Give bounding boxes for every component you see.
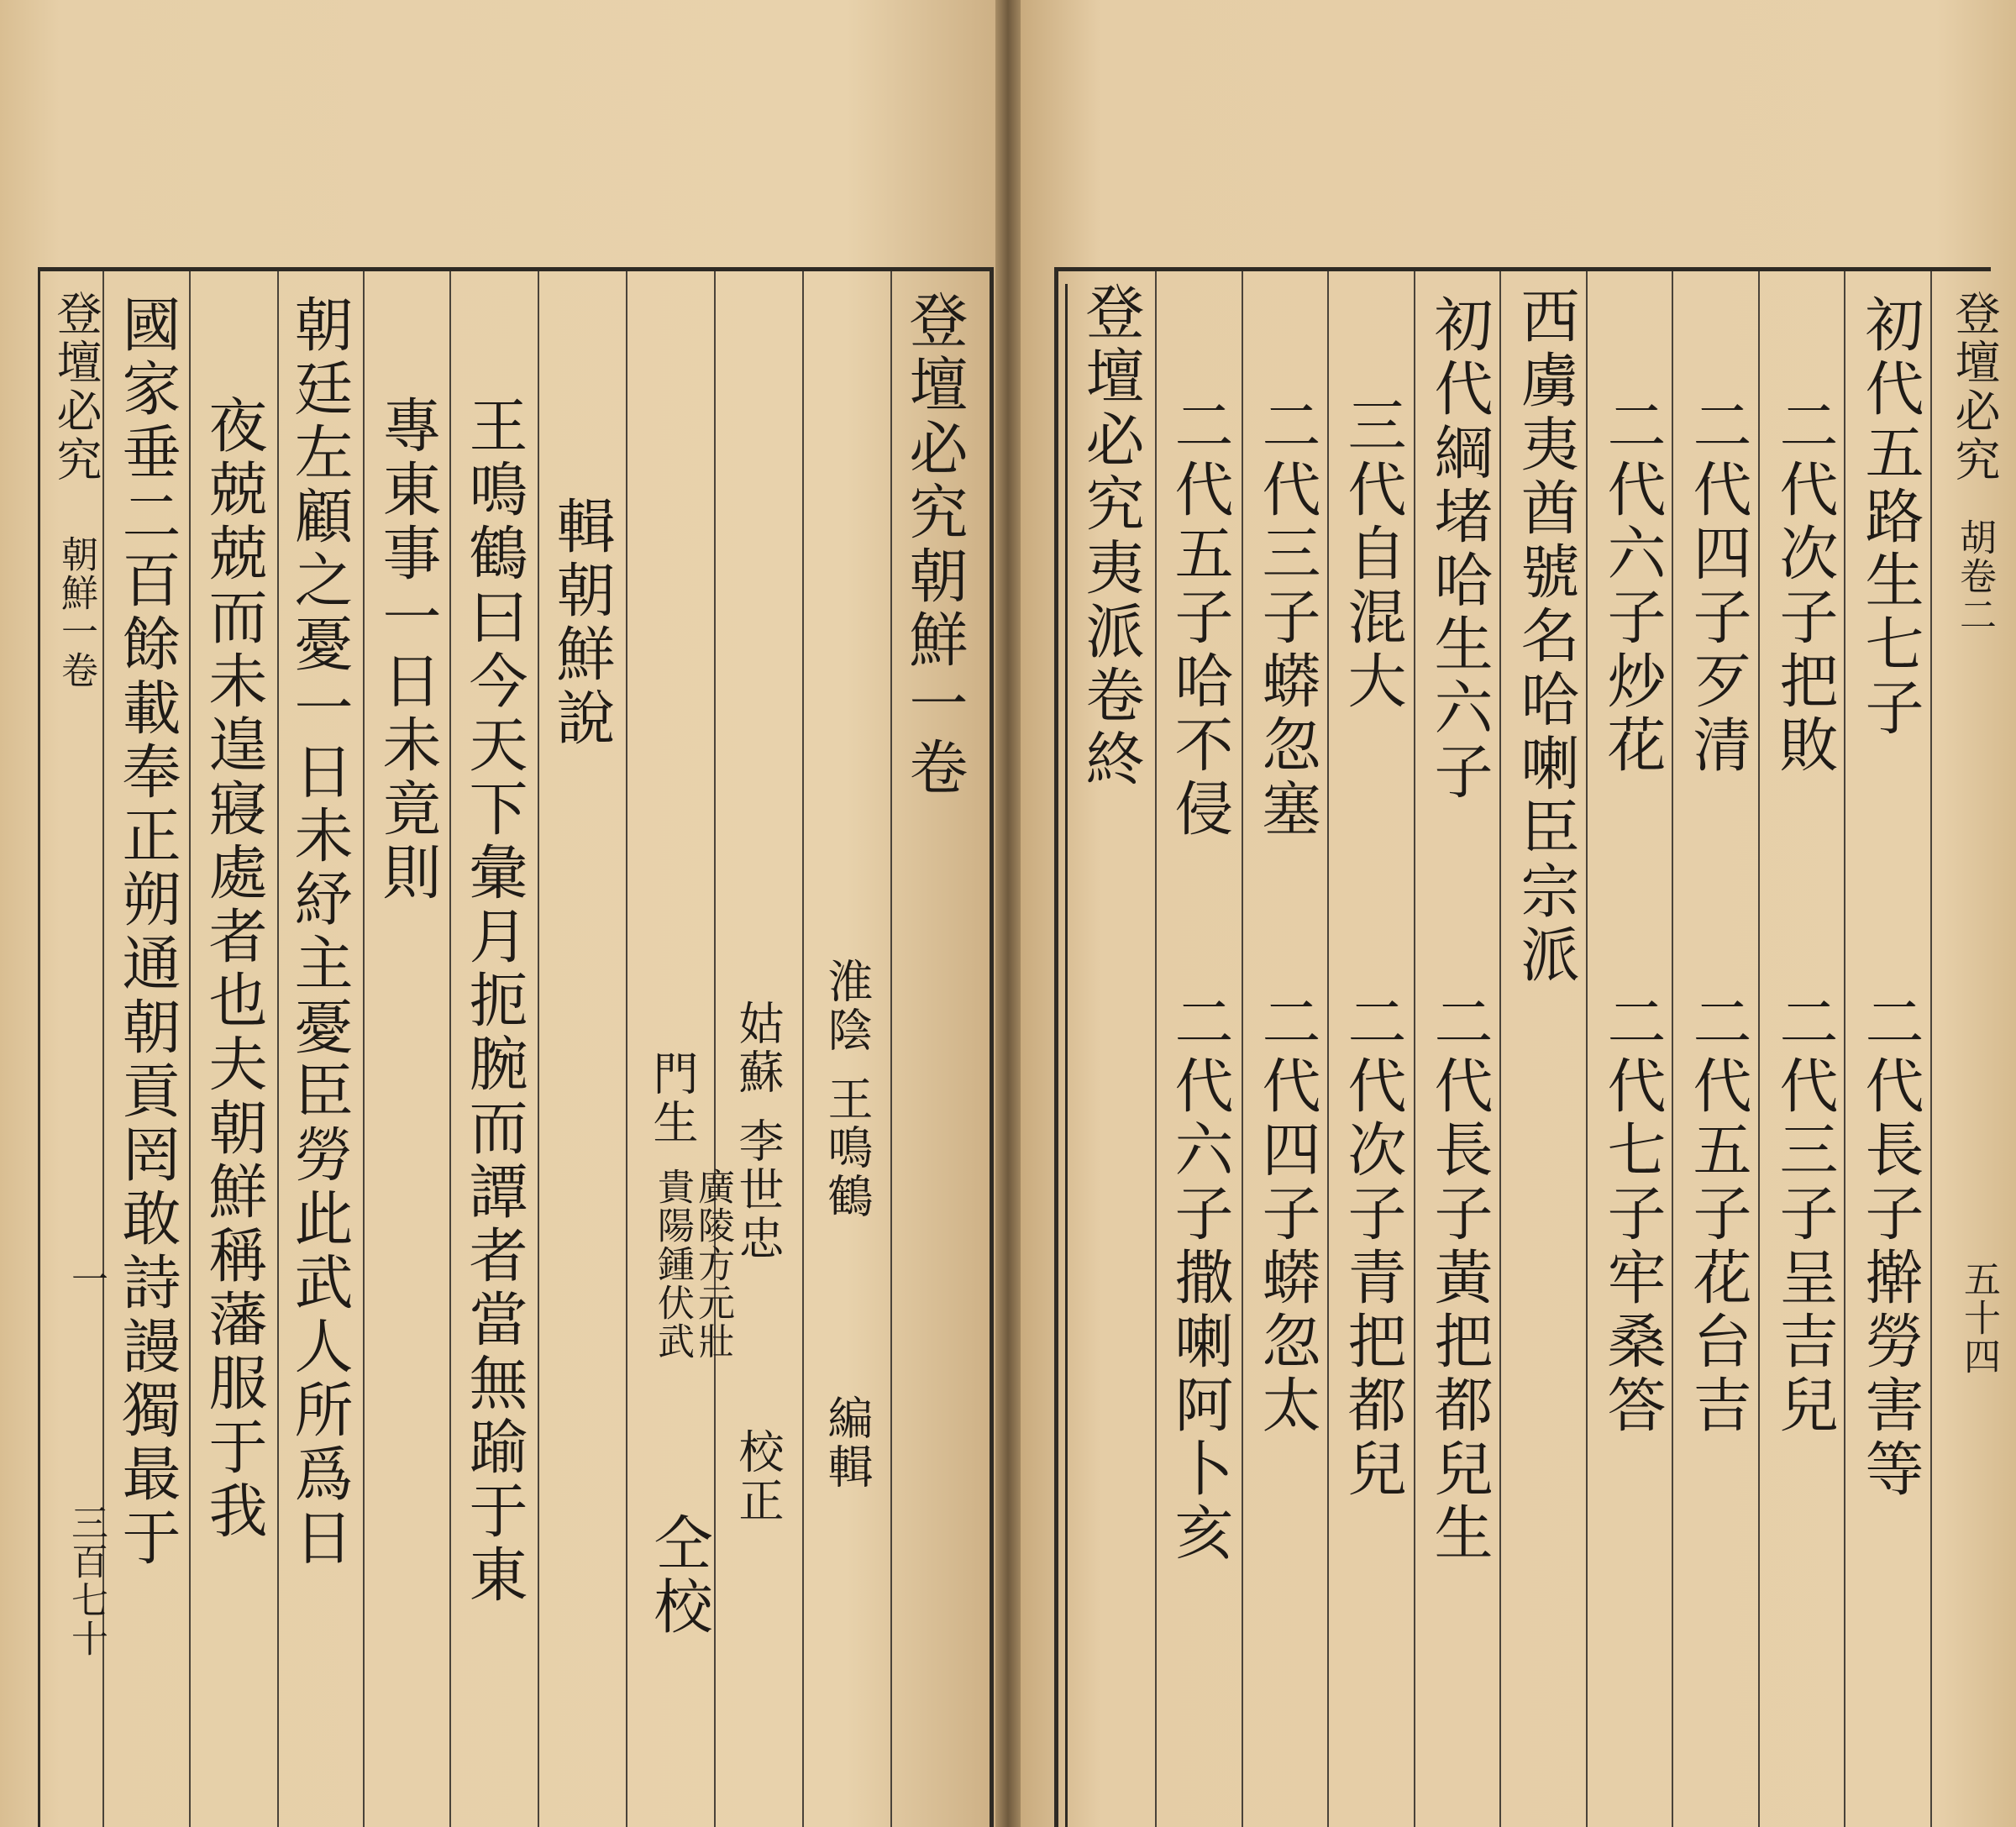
- entry-bottom-6: 二代七子牢桑答: [1598, 991, 1667, 1438]
- section-heading: 西虜夷酋號名哈喇臣宗派: [1511, 286, 1580, 988]
- column-rule: [626, 271, 627, 1827]
- credit-student-name-2: 貴陽鍾伏武: [651, 1168, 694, 1361]
- entry-top-8: 二代次子把敗: [1770, 395, 1839, 778]
- text-column-1: 國家垂二百餘載奉正朔通朝貢罔敢詩謾獨最于: [113, 294, 181, 1571]
- entry-top-9: 初代五路生七子: [1856, 294, 1924, 741]
- text-column-2: 夜兢兢而未遑寢處者也夫朝鮮稱藩服于我: [199, 395, 268, 1544]
- column-rule: [1930, 271, 1932, 1827]
- credit-role-edited: 編輯: [821, 1394, 874, 1492]
- entry-bottom-3: 二代次子青把都兒: [1338, 991, 1407, 1502]
- credit-student-name-1: 廣陵方元壯: [691, 1168, 734, 1361]
- column-rule: [1327, 271, 1329, 1827]
- end-title: 登壇必究夷派卷終: [1076, 281, 1145, 792]
- column-rule: [538, 271, 539, 1827]
- column-rule: [363, 271, 365, 1827]
- margin-title-right: 登壇必究: [1948, 290, 2001, 485]
- column-rule: [1844, 271, 1845, 1827]
- entry-bottom-8: 二代三子呈吉兒: [1770, 991, 1839, 1438]
- credit-corrector-name: 李世忠: [732, 1117, 785, 1263]
- credit-role-corrected: 校正: [732, 1428, 785, 1525]
- credit-role-joint: 仝校: [644, 1512, 713, 1640]
- column-rule: [277, 271, 279, 1827]
- entry-top-6: 二代六子炒花: [1598, 395, 1667, 778]
- text-column-5: 王鳴鶴曰今天下彙月扼腕而譚者當無踰于東: [459, 395, 528, 1608]
- column-rule: [1242, 271, 1243, 1827]
- column-rule: [1758, 271, 1760, 1827]
- book-gutter: [995, 0, 1021, 1827]
- margin-section-right: 胡卷二: [1953, 518, 1996, 634]
- column-rule: [1414, 271, 1415, 1827]
- text-column-3: 朝廷左顧之憂一日未紓主憂臣勞此武人所爲日: [285, 294, 354, 1571]
- entry-top-2: 二代三子蟒忽塞: [1252, 395, 1321, 842]
- column-rule: [449, 271, 451, 1827]
- credit-column-editor: 淮陰: [821, 958, 874, 1055]
- entry-bottom-1: 二代六子撒喇阿卜亥: [1165, 991, 1234, 1566]
- entry-bottom-4: 二代長子黃把都兒生: [1425, 991, 1494, 1566]
- margin-folio-bottom: 三百七十: [65, 1504, 108, 1658]
- column-rule: [1672, 271, 1673, 1827]
- column-rule: [189, 271, 191, 1827]
- column-rule: [714, 271, 716, 1827]
- entry-top-1: 二代五子哈不侵: [1165, 395, 1234, 842]
- book-title: 登壇必究朝鮮一卷: [900, 290, 969, 801]
- column-rule: [890, 271, 892, 1827]
- left-margin-column: [42, 290, 109, 690]
- margin-title: 登壇必究: [50, 290, 102, 485]
- credit-editor-name: 王鳴鶴: [821, 1075, 874, 1221]
- column-rule: [802, 271, 804, 1827]
- column-rule: [1499, 271, 1501, 1827]
- text-column-6: 輯朝鮮說: [547, 496, 616, 751]
- entry-top-4: 初代綱堵哈生六子: [1425, 294, 1494, 805]
- book-title-column: [900, 290, 968, 801]
- end-title-column: [1077, 281, 1144, 792]
- entry-bottom-9: 二代長子擀勞害等: [1856, 991, 1924, 1502]
- column-rule: [1155, 271, 1157, 1827]
- entry-bottom-7: 二代五子花台吉: [1683, 991, 1752, 1438]
- entry-bottom-2: 二代四子蟒忽太: [1252, 991, 1321, 1438]
- text-column-4: 專東事一日未竟則: [373, 395, 442, 906]
- credit-column-corrector: 姑蘇: [732, 1000, 785, 1097]
- inner-border-rule: [1065, 284, 1068, 1827]
- entry-top-7: 二代四子歹清: [1683, 395, 1752, 778]
- right-margin-column: [1940, 290, 2001, 634]
- column-rule: [1586, 271, 1588, 1827]
- entry-top-3: 三代自混大: [1338, 395, 1407, 714]
- margin-folio-right: 五十四: [1957, 1260, 2000, 1376]
- credit-column-students: 門生: [646, 1050, 699, 1147]
- margin-section: 朝鮮一卷: [55, 535, 97, 690]
- section-heading-column: [1512, 286, 1579, 988]
- margin-folio-top: 一: [65, 1260, 108, 1299]
